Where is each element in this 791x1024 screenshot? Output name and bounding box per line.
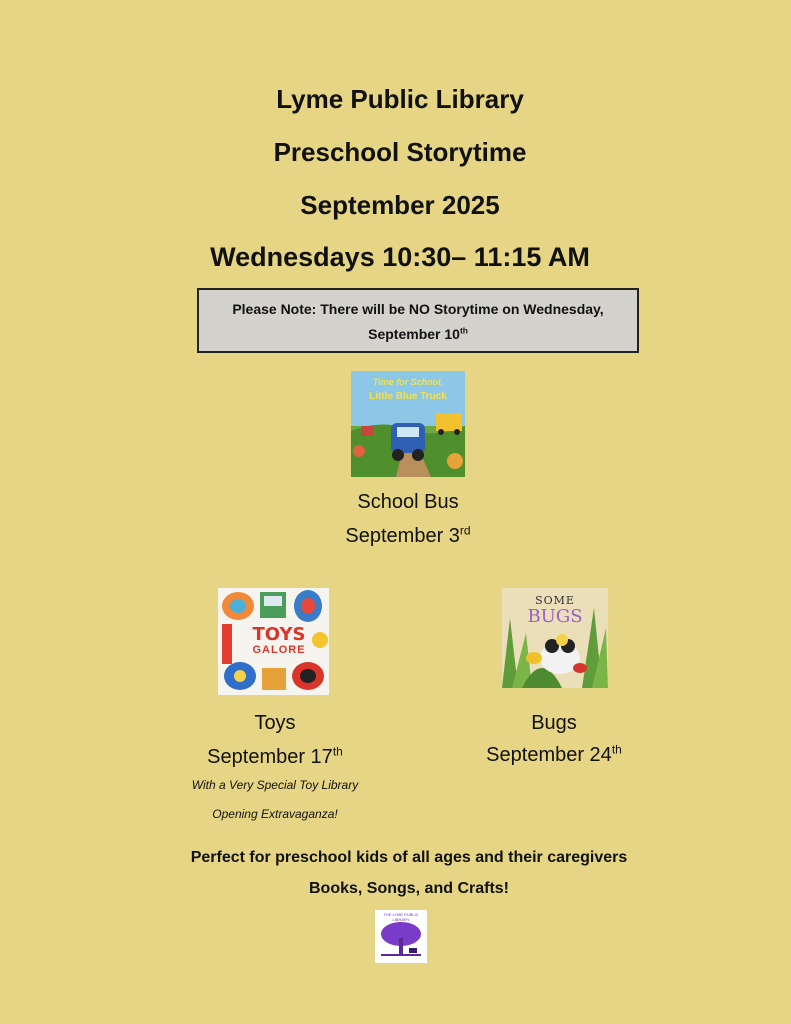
book-cover-some-bugs bbox=[502, 588, 608, 688]
month-year: September 2025 bbox=[300, 190, 500, 220]
footer-line-2: Books, Songs, and Crafts! bbox=[308, 880, 510, 897]
logo-text: THE LYME PUBLIC LIBRARY bbox=[383, 912, 419, 922]
cover-title-toys: TOYS bbox=[252, 624, 306, 645]
schedule-time: Wednesdays 10:30– 11:15 AM bbox=[210, 242, 590, 272]
event-note-2: Opening Extravaganza! bbox=[212, 807, 338, 821]
notice-text: Please Note: There will be NO Storytime on Wednesday, September 10 bbox=[232, 301, 604, 342]
event-date-1: September 3rd bbox=[345, 523, 471, 547]
event-date-3: September 24th bbox=[486, 742, 622, 766]
notice-sup: th bbox=[459, 325, 468, 336]
cover-title-1: Time for School, bbox=[372, 377, 444, 387]
program-title: Preschool Storytime bbox=[273, 137, 527, 167]
book-cover-little-blue-truck bbox=[351, 371, 465, 477]
library-name: Lyme Public Library bbox=[276, 84, 524, 114]
library-logo bbox=[375, 910, 427, 963]
event-date-2: September 17th bbox=[207, 744, 343, 768]
book-cover-toys-galore bbox=[218, 588, 329, 695]
cover-title-2: Little Blue Truck bbox=[369, 391, 447, 402]
cover-title-bugs: BUGS bbox=[527, 606, 583, 627]
event-theme-1: School Bus bbox=[357, 491, 459, 513]
event-theme-3: Bugs bbox=[531, 712, 577, 734]
cover-title-galore: GALORE bbox=[252, 644, 306, 656]
cover-title-some: SOME bbox=[535, 594, 575, 607]
event-note-1: With a Very Special Toy Library bbox=[191, 778, 359, 792]
event-theme-2: Toys bbox=[254, 712, 296, 734]
notice-box bbox=[197, 288, 639, 353]
footer-line-1: Perfect for preschool kids of all ages and their caregivers bbox=[190, 849, 628, 866]
